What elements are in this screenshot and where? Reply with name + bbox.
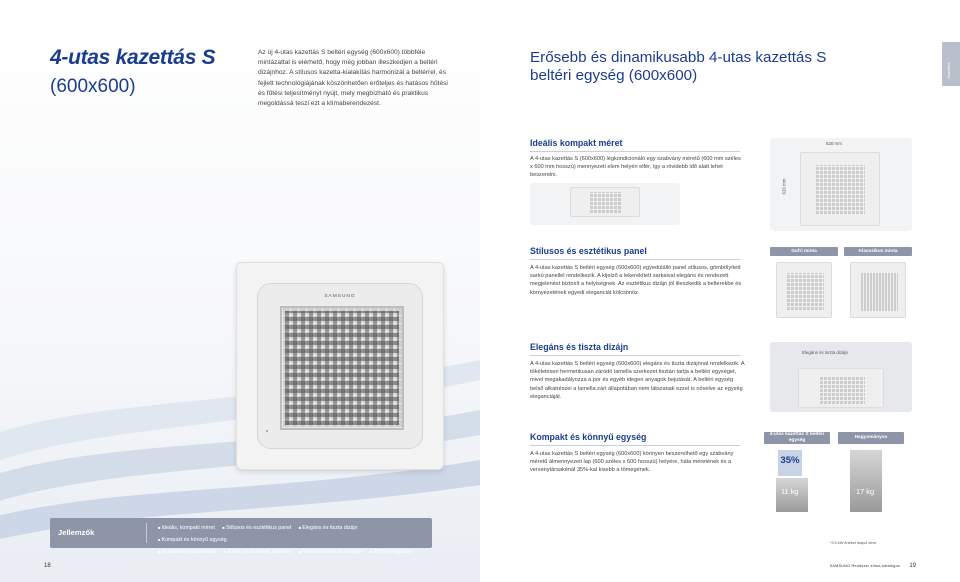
tag-conventional: Hagyományos (838, 432, 904, 444)
conventional-unit-weight: 17 kg (856, 487, 875, 496)
features-label: Jellemzők (58, 528, 95, 537)
ceiling-unit (570, 187, 640, 217)
features-list (158, 522, 430, 558)
right-title (530, 49, 826, 85)
main-title-line1: 4-utas kazettás S (50, 46, 216, 69)
status-led (266, 430, 268, 432)
section-divider (530, 445, 740, 446)
section-body-elegant-design: A 4-utas kazettás S beltéri egység (600x600) elegáns és tiszta dizájnnal rendelkezik. A tökéletesen hermetikusan záródó lamella szerkezet tisztán tartja a beltéri egységet, mivel megakadályozza a por és egyéb idegen anyagok bejutását. A beltéri egység belső alkatrészei a lamella zárt állapotában nem látszanak ezzel is növelve az egység eleganciáját. (530, 361, 745, 400)
classic-grille (860, 273, 898, 311)
section-body-stylish-panel: A 4-utas kazettás S beltéri egység (600x600) egyedülálló panel stílusos, gömbölyített sarkú panellel rendelkezik. A kijelző a lekerekített sarkaival elegáns és rendezett megjelenést biztosít a helyiségnek. Az esztétikus dizájn jól illeszkedik a belterekbe és környezetének egyedi eleganciát kölcsönöz. (530, 265, 742, 296)
page-number-left: 18 (44, 563, 51, 569)
elegant-unit (798, 368, 884, 408)
cassette-panel (257, 283, 423, 449)
right-title-line2: beltéri egység (600x600) (530, 67, 698, 84)
feature-item: ■ Virusdoktor (opcionális) (158, 549, 217, 555)
conventional-unit-bar (850, 450, 882, 512)
ceiling-unit-grille (589, 192, 621, 214)
features-divider (146, 523, 147, 543)
section-title-compact-light: Kompakt és könnyű egység (530, 432, 647, 442)
dimension-side-label: 620 mm (781, 178, 787, 195)
feature-item: ■ Külön vezérelhető lamellák (224, 549, 291, 555)
section-title-elegant-design: Elegáns és tiszta dizájn (530, 342, 629, 352)
feature-item: ■ Stílusos és esztétikus panel (222, 525, 291, 531)
main-title (50, 46, 215, 98)
elegant-grille (819, 377, 865, 405)
feature-item: ■ 360°-os légáram (370, 549, 412, 555)
intro-paragraph: Az új 4-utas kazettás S beltéri egység (600x600) többféle mintázattal is elérhető, hogy még jobban illeszkedjen a beltéri dizájnhoz. A stílusos kazetta-kialakítás harmonizál a beltérrel, és fejlett technológiájának köszönhetően erőteljes és hatásos hűtési és fűtési teljesítményt nyújt, mely megbízható és praktikus megoldássá teszi ezt a klímaberendezést. (258, 49, 448, 108)
section-title-compact-size: Ideális kompakt méret (530, 138, 623, 148)
top-view-unit (800, 152, 880, 226)
ceiling-install-image (530, 183, 680, 225)
waffle-panel-image (776, 262, 832, 318)
section-divider (530, 151, 740, 152)
elegant-design-image (770, 342, 912, 412)
right-title-line1: Erősebb és dinamikusabb 4-utas kazettás S (530, 49, 827, 66)
tag-samsung-unit: 4-utas kazettás S beltéri egység (764, 432, 830, 444)
footer-brand: SAMSUNG Rendszer klíma katalógus (829, 564, 900, 568)
features-bar (50, 518, 432, 555)
footnote: *3,5 kW értéket alapul véve (830, 541, 877, 545)
feature-item: ■ Ideális, kompakt méret (158, 525, 215, 531)
elegant-design-label: Elegáns és tiszta dizájn (802, 350, 848, 355)
feature-item: ■ Elegáns és tiszta dizájn (299, 525, 358, 531)
main-title-line2: (600x600) (50, 76, 136, 97)
feature-item: ■ Nincs túlcsorduló csepptv (299, 549, 363, 555)
section-title-stylish-panel: Stílusos és esztétikus panel (530, 246, 647, 256)
side-tab (942, 42, 960, 86)
section-body-compact-light: A 4-utas kazettás S beltéri egység (600x600) könnyen beszerelhető egy szabvány méretű álmennyezeti lap (600 széles x 600 hosszú) helyére, hála méretének és a versenytársakénál 35%-kal kisebb a tömegének. (530, 451, 734, 474)
samsung-unit-weight: 11 kg (781, 487, 799, 496)
section-body-compact-size: A 4-utas kazettás S (600x600) légkondicionáló egy szabvány méretű (600 mm széles x 600 mm hosszú) mennyezeti elem helyén elfér, így a rövidebb idő alatt lehet beszerelni. (530, 156, 741, 179)
reduction-percent: 35% (780, 455, 800, 466)
side-tab-label: Kazettás (946, 62, 951, 78)
section-divider (530, 259, 740, 260)
tag-waffle-pattern: Gofri minta (770, 247, 838, 256)
section-divider (530, 355, 740, 356)
dimension-image (770, 138, 912, 231)
top-view-grille (815, 165, 865, 215)
page-number-right: 19 (909, 563, 916, 569)
cassette-unit-image (236, 262, 444, 470)
classic-panel-image (850, 262, 906, 318)
feature-item: ■ Kompakt és könnyű egység (158, 537, 227, 543)
cassette-grille (280, 306, 404, 430)
tag-classic-pattern: Klasszikus minta (844, 247, 912, 256)
unit-brand-logo: SAMSUNG (324, 294, 356, 299)
waffle-grille (786, 273, 824, 311)
dimension-top-label: 620 mm (826, 141, 842, 146)
